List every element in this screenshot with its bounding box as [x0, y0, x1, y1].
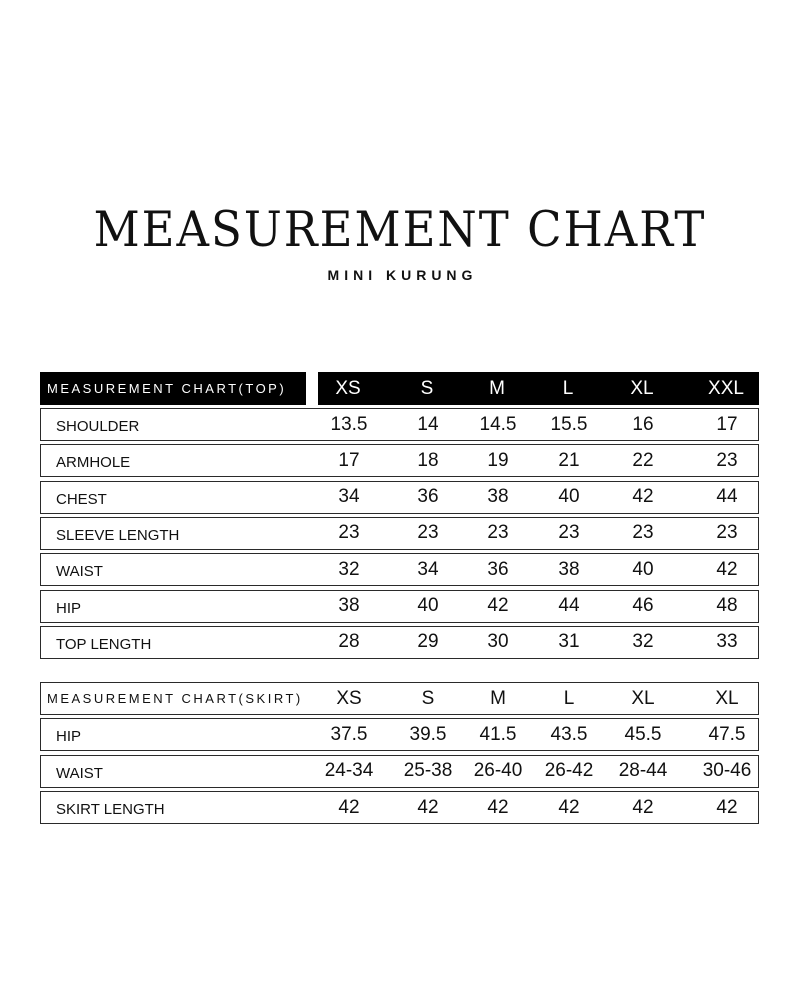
- table-cell: 42: [338, 796, 360, 818]
- table-cell: 32: [632, 631, 654, 653]
- row-label: HIP: [56, 728, 82, 745]
- table-cell: 38: [338, 595, 360, 616]
- table-cell: 30-46: [702, 760, 752, 781]
- table-cell: 15.5: [550, 413, 588, 435]
- table-cell: 32: [338, 558, 360, 580]
- row-label: SKIRT LENGTH: [56, 801, 165, 818]
- table-cell: 30: [487, 631, 509, 653]
- table-title: MEASUREMENT CHART(TOP): [47, 381, 287, 396]
- table-cell: 36: [417, 486, 439, 508]
- table-row: [40, 553, 759, 586]
- size-header-xs: XS: [335, 377, 361, 399]
- size-header-l: L: [563, 687, 575, 709]
- table-cell: 18: [417, 449, 439, 471]
- table-cell: 28: [338, 631, 360, 653]
- table-cell: 46: [632, 595, 654, 616]
- table-row: [40, 444, 759, 477]
- row-label: WAIST: [56, 764, 103, 782]
- size-header-xl: XL: [630, 377, 654, 399]
- table-cell: 29: [417, 631, 439, 653]
- size-header-xs: XS: [336, 687, 362, 709]
- row-label: SLEEVE LENGTH: [56, 526, 180, 544]
- table-cell: 40: [417, 595, 439, 616]
- table-cell: 38: [487, 486, 509, 508]
- table-row: [40, 755, 759, 788]
- table-cell: 31: [558, 631, 580, 653]
- row-label: CHEST: [56, 490, 107, 508]
- row-label: HIP: [56, 599, 82, 617]
- table-cell: 17: [716, 413, 738, 435]
- size-header-s: S: [420, 377, 434, 399]
- table-cell: 37.5: [330, 723, 368, 745]
- table-cell: 34: [338, 486, 360, 508]
- table-cell: 21: [558, 449, 580, 471]
- table-cell: 28-44: [618, 760, 668, 781]
- table-cell: 19: [487, 449, 509, 471]
- table-cell: 23: [487, 522, 509, 544]
- table-cell: 36: [487, 558, 509, 580]
- size-header-xl: XL: [715, 687, 739, 709]
- table-cell: 23: [558, 522, 580, 544]
- size-header-s: S: [421, 687, 435, 709]
- table-row: [40, 718, 759, 751]
- size-header-m: M: [490, 687, 506, 709]
- size-header-xxl: XXL: [708, 377, 744, 399]
- row-label: SHOULDER: [56, 418, 140, 435]
- table-cell: 42: [487, 796, 509, 818]
- table-cell: 42: [487, 595, 509, 616]
- table-cell: 14: [417, 413, 439, 435]
- table-cell: 42: [558, 796, 580, 818]
- table-cell: 26-42: [544, 760, 594, 781]
- table-cell: 33: [716, 631, 738, 653]
- table-cell: 25-38: [403, 760, 453, 781]
- table-cell: 42: [417, 796, 439, 818]
- table-cell: 14.5: [479, 413, 517, 435]
- size-header-m: M: [489, 377, 505, 399]
- table-row: [40, 791, 759, 824]
- size-header-l: L: [562, 377, 574, 399]
- table-cell: 22: [632, 449, 654, 471]
- table-cell: 43.5: [550, 723, 588, 745]
- table-cell: 40: [558, 486, 580, 508]
- page-title: MEASUREMENT CHART: [93, 200, 707, 259]
- row-label: ARMHOLE: [56, 454, 131, 472]
- table-cell: 26-40: [473, 760, 523, 781]
- table-cell: 42: [632, 796, 654, 818]
- table-cell: 48: [716, 595, 738, 616]
- table-cell: 23: [716, 449, 738, 471]
- table-cell: 23: [338, 522, 360, 544]
- row-label: TOP LENGTH: [56, 635, 152, 653]
- table-cell: 44: [716, 486, 738, 508]
- table-cell: 13.5: [330, 413, 368, 435]
- table-cell: 23: [417, 522, 439, 544]
- table-row: [40, 517, 759, 550]
- table-cell: 44: [558, 595, 580, 616]
- table-cell: 45.5: [624, 723, 662, 745]
- table-cell: 47.5: [708, 723, 746, 745]
- table-header-row: [40, 682, 759, 715]
- table-cell: 42: [716, 796, 738, 818]
- table-cell: 17: [338, 449, 360, 471]
- table-cell: 39.5: [409, 723, 447, 745]
- table-row: [40, 408, 759, 441]
- table-header-row: [40, 372, 759, 405]
- page-subtitle: MINI KURUNG: [327, 267, 478, 283]
- table-cell: 38: [558, 558, 580, 580]
- table-cell: 16: [632, 413, 654, 435]
- table-cell: 42: [632, 486, 654, 508]
- table-cell: 24-34: [324, 760, 374, 781]
- table-title: MEASUREMENT CHART(SKIRT): [47, 691, 303, 706]
- table-cell: 40: [632, 558, 654, 580]
- table-row: [40, 481, 759, 514]
- table-cell: 34: [417, 558, 439, 580]
- table-row: [40, 626, 759, 659]
- row-label: WAIST: [56, 563, 103, 581]
- table-cell: 41.5: [479, 723, 517, 745]
- table-cell: 23: [632, 522, 654, 544]
- table-cell: 23: [716, 522, 738, 544]
- table-row: [40, 590, 759, 623]
- table-cell: 42: [716, 558, 738, 580]
- size-header-xl: XL: [631, 687, 655, 709]
